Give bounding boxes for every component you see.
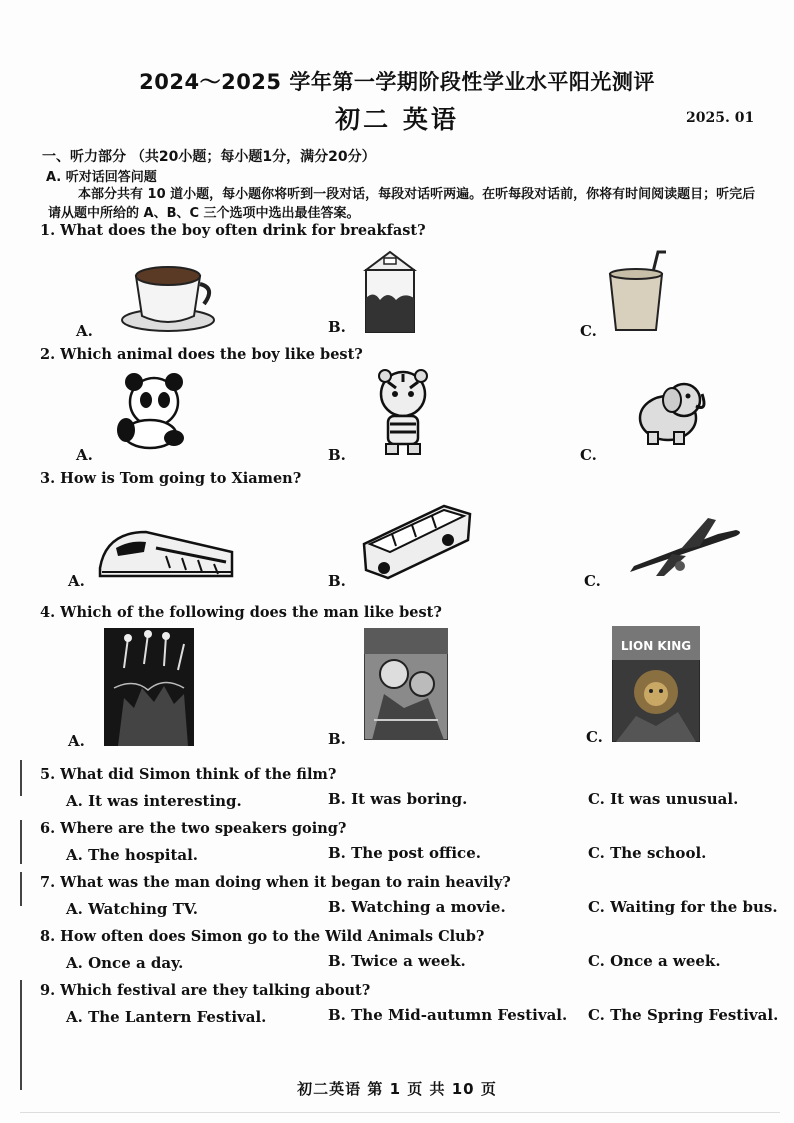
juice-glass-icon [602, 246, 672, 340]
poster-title-text: LION KING [620, 639, 692, 653]
fireworks-poster-icon [104, 628, 194, 750]
bus-icon [360, 500, 474, 584]
option-label-1c: C. [580, 322, 597, 340]
option-9c: C. The Spring Festival. [588, 1006, 779, 1024]
bottom-rule [20, 1112, 780, 1113]
option-label-3b: B. [328, 572, 346, 590]
option-8c: C. Once a week. [588, 952, 721, 970]
option-9a: A. The Lantern Festival. [66, 1008, 267, 1026]
page-footer: 初二英语 第 1 页 共 10 页 [297, 1080, 497, 1098]
plane-icon [620, 514, 744, 588]
question-7: 7. What was the man doing when it began to rain heavily? [40, 874, 511, 891]
elephant-icon [630, 378, 710, 452]
option-label-3a: A. [68, 572, 85, 590]
option-5c: C. It was unusual. [588, 790, 739, 808]
panda-icon [104, 372, 194, 456]
option-label-1a: A. [76, 322, 93, 340]
milk-carton-icon [350, 250, 430, 340]
margin-mark [20, 980, 22, 1090]
exam-date: 2025. 01 [686, 110, 755, 126]
question-5: 5. What did Simon think of the film? [40, 766, 337, 783]
margin-mark [20, 872, 22, 906]
instructions: 本部分共有 10 道小题，每小题你将听到一段对话，每段对话听两遍。在听每段对话前，你将有时间阅读题目；听完后请从题中所给的 A、B、C 三个选项中选出最佳答案。 [48, 187, 756, 221]
option-label-3c: C. [584, 572, 601, 590]
question-2: 2. Which animal does the boy like best? [40, 346, 363, 363]
question-6: 6. Where are the two speakers going? [40, 820, 347, 837]
option-8a: A. Once a day. [66, 954, 184, 972]
option-7c: C. Waiting for the bus. [588, 898, 778, 916]
option-6b: B. The post office. [328, 844, 481, 862]
option-7a: A. Watching TV. [66, 900, 199, 918]
part-a-heading: A. 听对话回答问题 [46, 170, 157, 185]
option-label-4b: B. [328, 730, 346, 748]
question-3: 3. How is Tom going to Xiamen? [40, 470, 302, 487]
question-1: 1. What does the boy often drink for breakfast? [40, 222, 426, 239]
coffee-cup-icon [118, 258, 218, 338]
question-9: 9. Which festival are they talking about? [40, 982, 371, 999]
tiger-icon [368, 368, 438, 462]
exam-title: 2024～2025 学年第一学期阶段性学业水平阳光测评 [139, 70, 655, 94]
option-label-4a: A. [68, 732, 85, 750]
question-8: 8. How often does Simon go to the Wild Animals Club? [40, 928, 485, 945]
margin-mark [20, 760, 22, 796]
exam-subtitle: 初二 英语 [335, 105, 459, 134]
option-label-4c: C. [586, 728, 603, 746]
cartoon-poster-icon [364, 628, 448, 744]
lion-king-poster-icon [612, 626, 700, 746]
option-5b: B. It was boring. [328, 790, 468, 808]
option-8b: B. Twice a week. [328, 952, 466, 970]
option-5a: A. It was interesting. [66, 792, 242, 810]
option-label-1b: B. [328, 318, 346, 336]
option-9b: B. The Mid-autumn Festival. [328, 1006, 568, 1024]
option-label-2c: C. [580, 446, 597, 464]
option-7b: B. Watching a movie. [328, 898, 506, 916]
question-4: 4. Which of the following does the man like best? [40, 604, 442, 621]
margin-mark [20, 820, 22, 864]
option-label-2a: A. [76, 446, 93, 464]
section-heading: 一、听力部分 （共20小题；每小题1分，满分20分） [42, 149, 376, 165]
option-6c: C. The school. [588, 844, 707, 862]
option-label-2b: B. [328, 446, 346, 464]
option-6a: A. The hospital. [66, 846, 199, 864]
train-icon [96, 518, 236, 592]
